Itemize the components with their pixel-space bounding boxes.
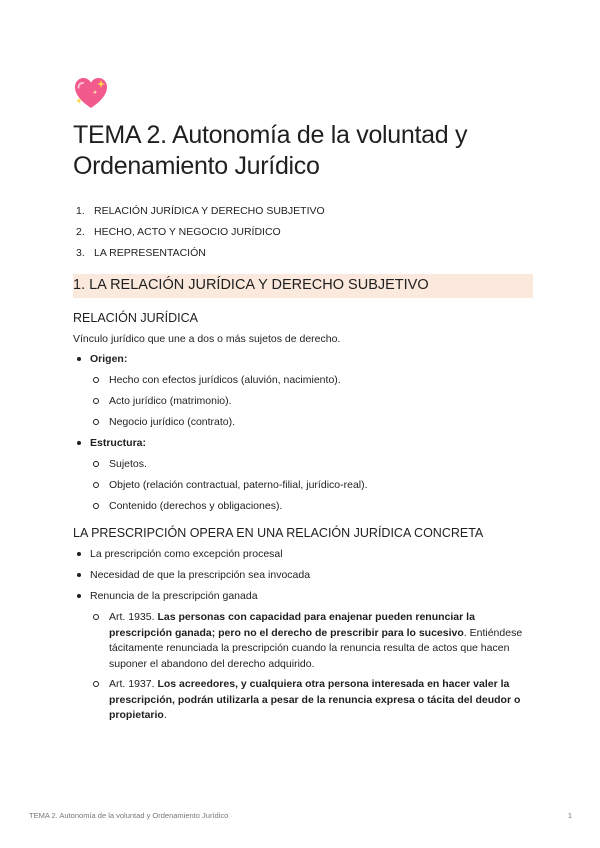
subheading-relacion-juridica: RELACIÓN JURÍDICA: [73, 311, 199, 325]
page-title: TEMA 2. Autonomía de la voluntad y Ordenamiento Jurídico: [73, 121, 468, 180]
list-item-renuncia: [73, 589, 533, 724]
page-footer: [29, 811, 572, 820]
articles-sublist: [90, 610, 533, 724]
document-page: [73, 76, 533, 731]
estructura-label: Estructura:: [90, 437, 147, 449]
list-item: Necesidad de que la prescripción sea invocada: [73, 568, 533, 582]
toc-number: 1.: [76, 205, 85, 217]
origen-label: Origen:: [90, 353, 128, 365]
list-item: La prescripción como excepción procesal: [73, 547, 533, 561]
list-item-estructura: [73, 436, 533, 513]
sparkling-heart-icon: [73, 76, 109, 112]
subheading-prescripcion: LA PRESCRIPCIÓN OPERA EN UNA RELACIÓN JURÍDICA CONCRETA: [73, 526, 484, 540]
list-item: Hecho con efectos jurídicos (aluvión, nacimiento).: [90, 373, 533, 387]
toc-label: HECHO, ACTO Y NEGOCIO JURÍDICO: [94, 226, 281, 238]
list-item: Negocio jurídico (contrato).: [90, 415, 533, 429]
section-heading: 1. LA RELACIÓN JURÍDICA Y DERECHO SUBJETIVO: [73, 274, 533, 298]
article-bold-text: Los acreedores, y cualquiera otra persona interesada en hacer valer la prescripción, podrán utilizarla a pesar de la renuncia expresa o tácita del deudor o propietario: [109, 678, 521, 721]
prescripcion-list: [73, 547, 533, 724]
page-number: 1: [567, 811, 572, 820]
footer-title: TEMA 2. Autonomía de la voluntad y Ordenamiento Jurídico: [29, 811, 229, 820]
list-item-origen: [73, 352, 533, 429]
list-item: Sujetos.: [90, 457, 533, 471]
toc-item: [73, 246, 533, 260]
toc-number: 2.: [76, 226, 85, 238]
origen-sublist: [90, 373, 533, 429]
article-prefix: Art. 1937.: [109, 678, 158, 690]
estructura-sublist: [90, 457, 533, 513]
list-item: Contenido (derechos y obligaciones).: [90, 499, 533, 513]
article-rest-text: . Entiéndese tácitamente renunciada la prescripción cuando la renuncia resulta de actos que hacen suponer el abandono del derecho adquirido.: [109, 626, 523, 670]
article-1937: [90, 677, 533, 724]
toc-number: 3.: [76, 247, 85, 259]
toc-label: RELACIÓN JURÍDICA Y DERECHO SUBJETIVO: [94, 205, 325, 217]
toc-item: [73, 225, 533, 239]
toc-label: LA REPRESENTACIÓN: [94, 247, 206, 259]
article-1935: [90, 610, 533, 672]
article-rest-text: .: [163, 709, 167, 721]
renuncia-label: Renuncia de la prescripción ganada: [90, 590, 258, 602]
list-item: Acto jurídico (matrimonio).: [90, 394, 533, 408]
article-prefix: Art. 1935.: [109, 611, 158, 623]
relacion-list: [73, 352, 533, 513]
table-of-contents: [73, 204, 533, 260]
toc-item: [73, 204, 533, 218]
list-item: Objeto (relación contractual, paterno-filial, jurídico-real).: [90, 478, 533, 492]
intro-paragraph: Vínculo jurídico que une a dos o más sujetos de derecho.: [73, 333, 341, 345]
article-bold-text: Las personas con capacidad para enajenar pueden renunciar la prescripción ganada; pero no el derecho de prescribir para lo sucesivo: [109, 611, 475, 639]
